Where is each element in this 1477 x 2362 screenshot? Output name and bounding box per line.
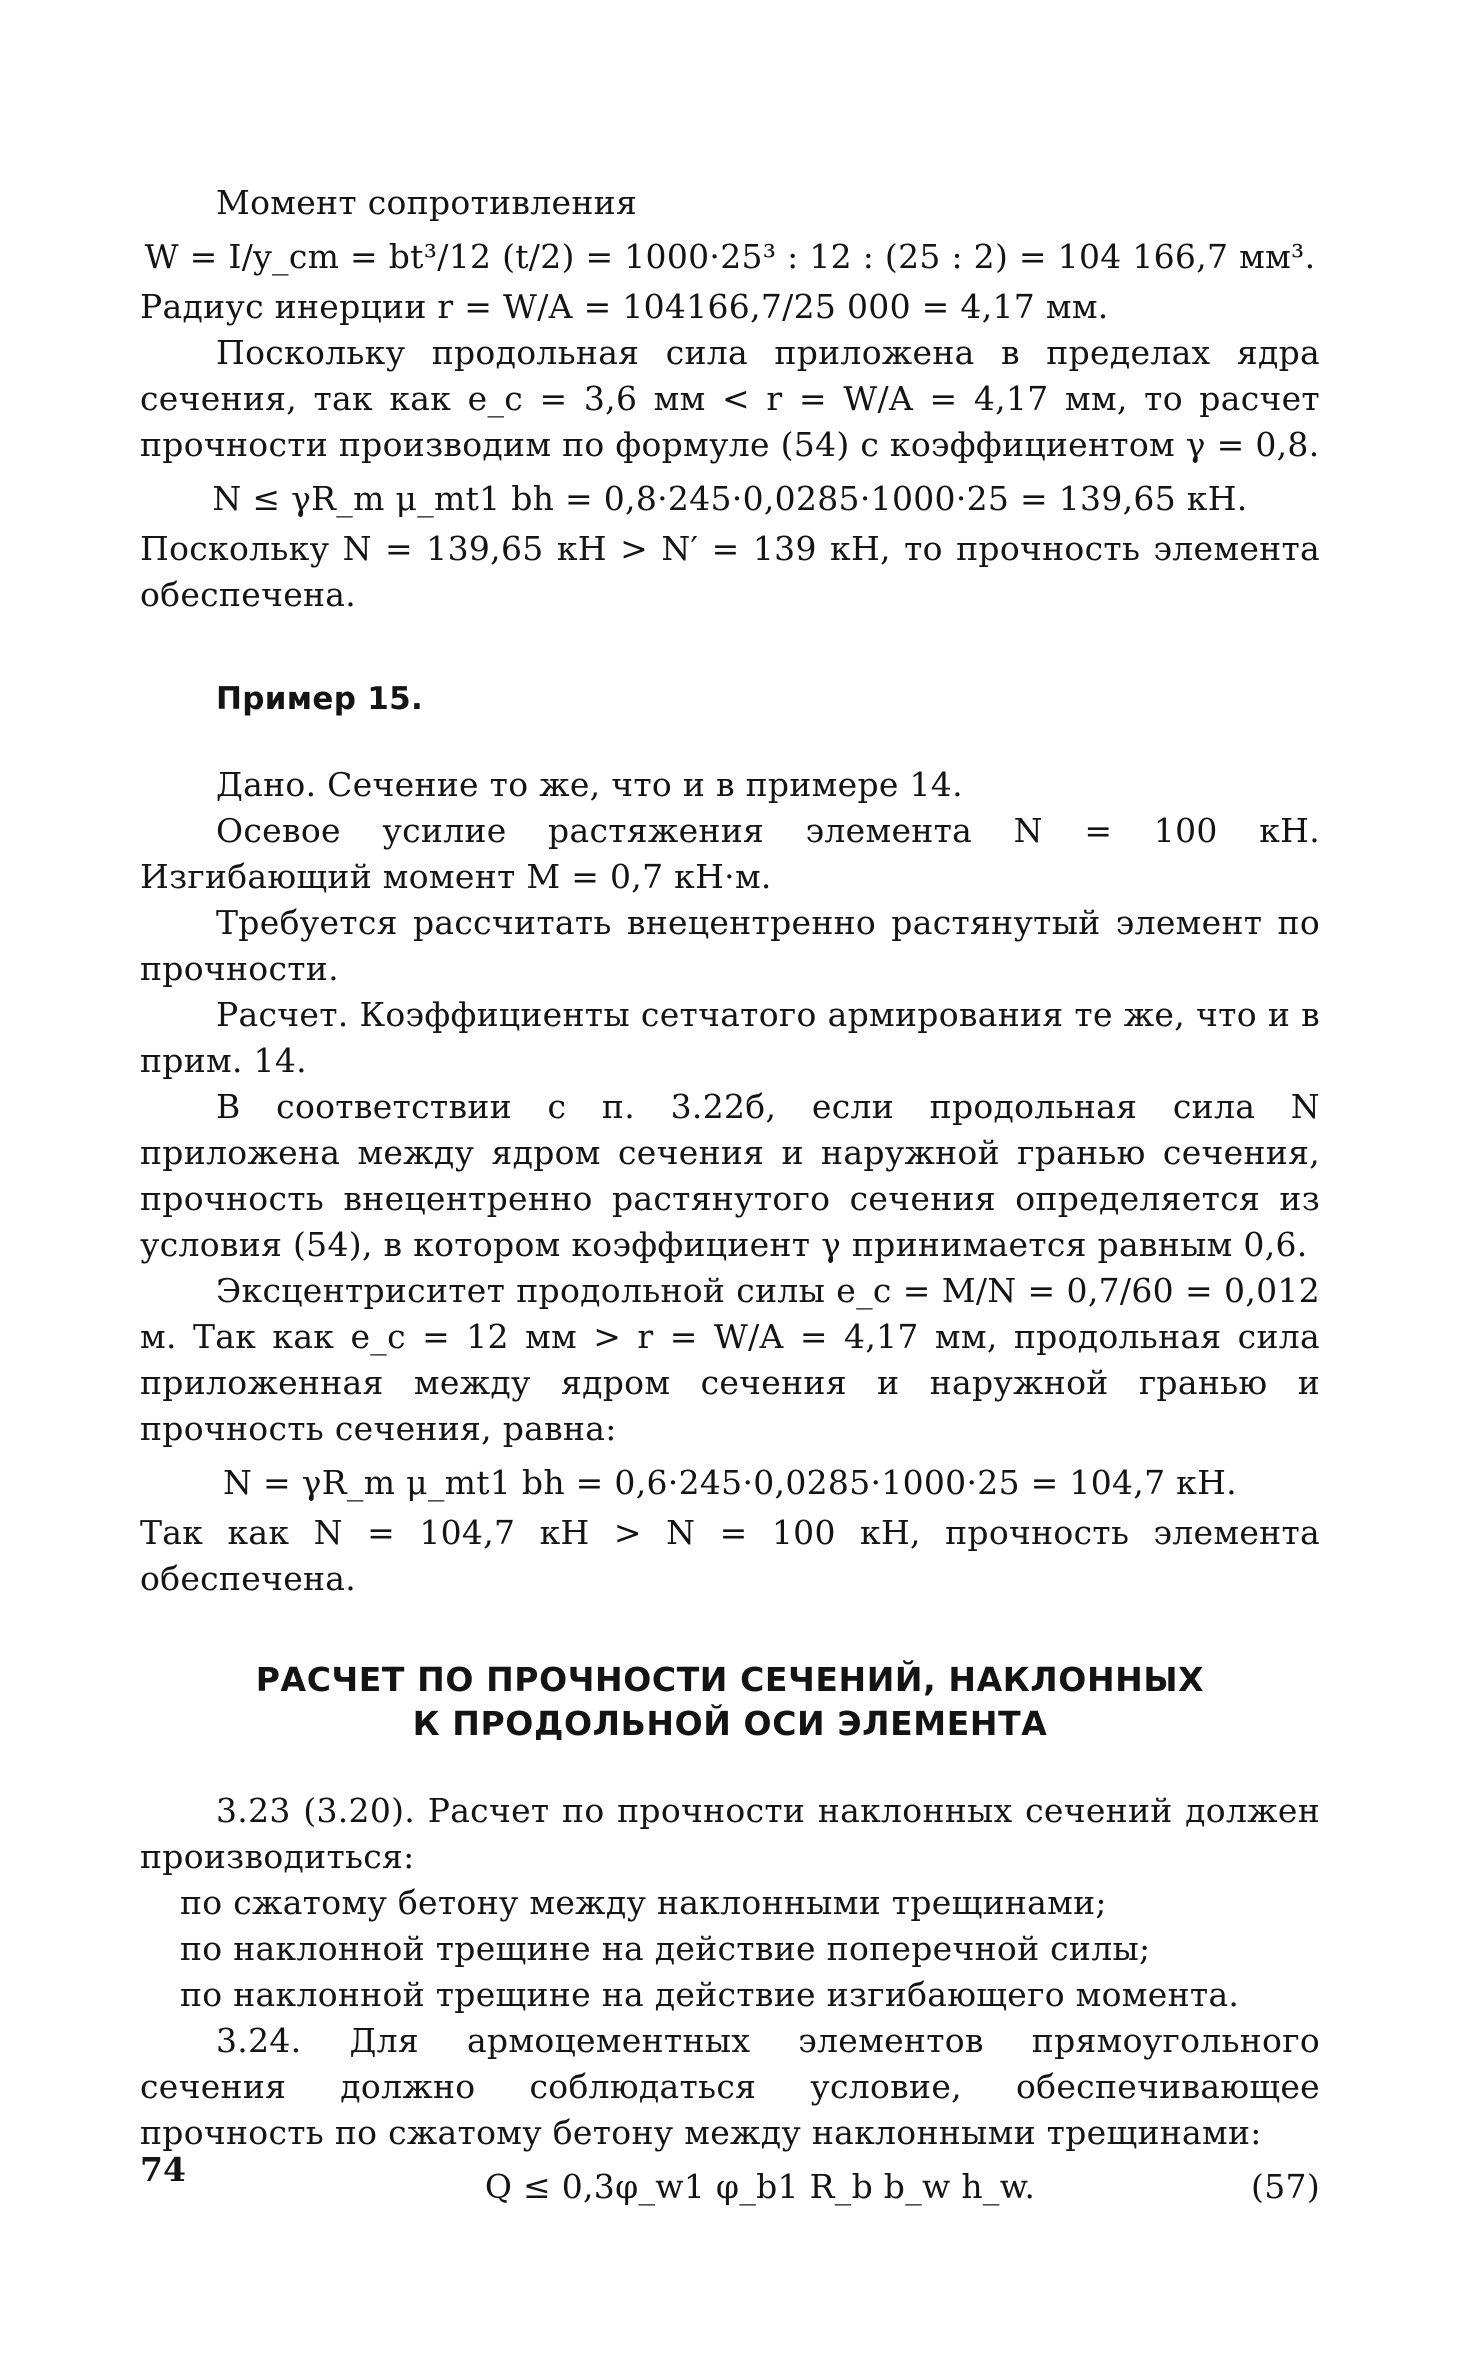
text-paragraph: Момент сопротивления [216, 183, 638, 222]
formula: N ≤ γR_m μ_mt1 bh = 0,8·245·0,0285·1000·25 = 139,65 кН. [212, 479, 1248, 518]
text-paragraph: Дано. Сечение то же, что и в примере 14. [216, 765, 963, 804]
text-paragraph: Осевое усилие растяжения элемента N = 100 кН. Изгибающий момент M = 0,7 кН·м. [140, 811, 1320, 896]
text-paragraph: Расчет. Коэффициенты сетчатого армирования те же, что и в прим. 14. [140, 995, 1320, 1080]
text-paragraph: 3.24. Для армоцементных элементов прямоугольного сечения должно соблюдаться условие, обеспечивающее прочность по сжатому бетону между наклонными трещинами: [140, 2021, 1320, 2152]
text-paragraph: Поскольку N = 139,65 кН > N′ = 139 кН, то прочность элемента обеспечена. [140, 529, 1320, 614]
example-title: Пример 15. [216, 681, 424, 717]
section-title-line: К ПРОДОЛЬНОЙ ОСИ ЭЛЕМЕНТА [412, 1704, 1048, 1743]
text-paragraph: Эксцентриситет продольной силы e_c = M/N = 0,7/60 = 0,012 м. Так как e_c = 12 мм > r = W/A = 4,17 мм, продольная сила приложенная между ядром сечения и наружной гранью и прочность сечения, равна: [140, 1271, 1320, 1448]
text-paragraph: Требуется рассчитать внецентренно растянутый элемент по прочности. [140, 903, 1320, 988]
equation-number: (57) [1251, 2167, 1320, 2206]
list-item: по наклонной трещине на действие изгибающего момента. [180, 1975, 1240, 2014]
page-content [140, 180, 1320, 2210]
formula: N = γR_m μ_mt1 bh = 0,6·245·0,0285·1000·25 = 104,7 кН. [223, 1463, 1237, 1502]
page-number: 74 [140, 2150, 186, 2189]
section-title-line: РАСЧЕТ ПО ПРОЧНОСТИ СЕЧЕНИЙ, НАКЛОННЫХ [255, 1660, 1205, 1699]
text-paragraph: Радиус инерции r = W/A = 104166,7/25 000 = 4,17 мм. [140, 287, 1109, 326]
formula: W = I/y_cm = bt³/12 (t/2) = 1000·25³ : 12 : (25 : 2) = 104 166,7 мм³. [144, 237, 1316, 276]
equation-row [140, 2164, 1320, 2210]
text-paragraph: В соответствии с п. 3.22б, если продольная сила N приложена между ядром сечения и наружной гранью сечения, прочность внецентренно растянутого сечения определяется из условия (54), в котором коэффициент γ принимается равным 0,6. [140, 1087, 1320, 1264]
text-paragraph: Поскольку продольная сила приложена в пределах ядра сечения, так как e_c = 3,6 мм < r = W/A = 4,17 мм, то расчет прочности производим по формуле (54) с коэффициентом γ = 0,8. [140, 333, 1320, 464]
section-title [140, 1658, 1320, 1746]
text-paragraph: Так как N = 104,7 кН > N = 100 кН, прочность элемента обеспечена. [140, 1513, 1320, 1598]
list-item: по наклонной трещине на действие поперечной силы; [180, 1929, 1151, 1968]
text-paragraph: 3.23 (3.20). Расчет по прочности наклонных сечений должен производиться: [140, 1791, 1320, 1876]
formula: Q ≤ 0,3φ_w1 φ_b1 R_b b_w h_w. [484, 2167, 1036, 2206]
list-item: по сжатому бетону между наклонными трещинами; [180, 1883, 1107, 1922]
